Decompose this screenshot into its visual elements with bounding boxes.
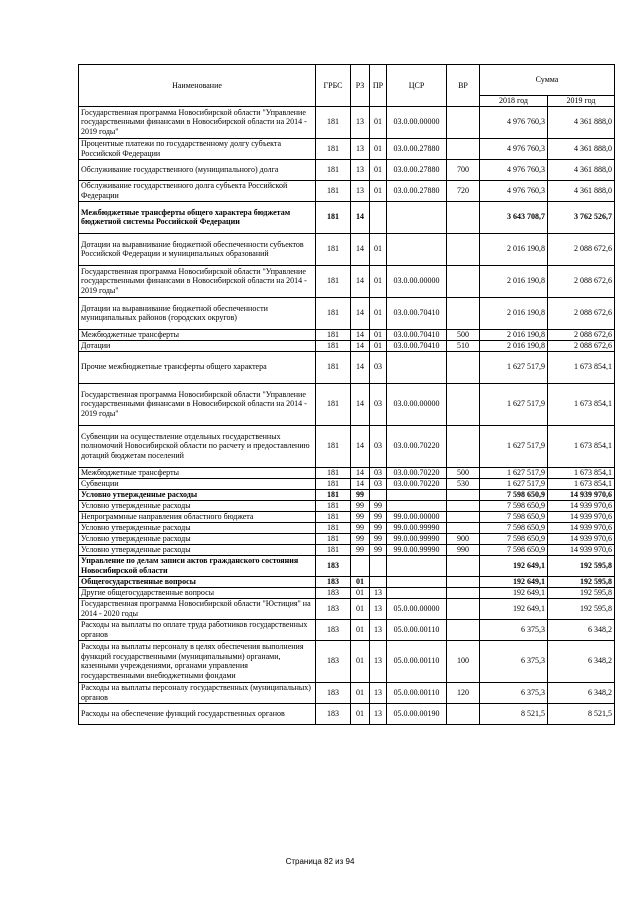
- cell-vr: [447, 619, 480, 640]
- cell-pr: 01: [370, 159, 387, 180]
- cell-csr: 03.0.00.27880: [387, 180, 447, 201]
- cell-name: Обслуживание государственного долга субъекта Российской Федерации: [79, 180, 316, 201]
- cell-sum-2018: 1 627 517,9: [480, 478, 548, 489]
- cell-sum-2018: 7 598 650,9: [480, 544, 548, 555]
- cell-vr: [447, 265, 480, 297]
- cell-sum-2019: 1 673 854,1: [548, 351, 615, 383]
- cell-sum-2019: 2 088 672,6: [548, 329, 615, 340]
- cell-sum-2019: 192 595,8: [548, 587, 615, 598]
- cell-name: Субвенции: [79, 478, 316, 489]
- cell-rz: 99: [351, 489, 370, 500]
- cell-csr: 99.0.00.99990: [387, 533, 447, 544]
- cell-grbs: 183: [316, 598, 351, 619]
- cell-sum-2019: 1 673 854,1: [548, 425, 615, 467]
- cell-pr: 99: [370, 500, 387, 511]
- table-row: [79, 329, 615, 340]
- cell-grbs: 181: [316, 340, 351, 351]
- table-row: [79, 598, 615, 619]
- cell-grbs: 181: [316, 533, 351, 544]
- cell-sum-2018: 4 976 760,3: [480, 180, 548, 201]
- cell-sum-2019: 14 939 970,6: [548, 489, 615, 500]
- table-row: [79, 682, 615, 703]
- cell-vr: [447, 489, 480, 500]
- table-row: [79, 106, 615, 138]
- table-row: [79, 180, 615, 201]
- cell-sum-2018: 192 649,1: [480, 587, 548, 598]
- cell-name: Дотации на выравнивание бюджетной обеспеченности субъектов Российской Федерации и муниципальных образований: [79, 233, 316, 265]
- cell-rz: 14: [351, 467, 370, 478]
- cell-pr: [370, 576, 387, 587]
- cell-rz: [351, 555, 370, 576]
- cell-pr: 99: [370, 533, 387, 544]
- cell-pr: 01: [370, 265, 387, 297]
- cell-name: Государственная программа Новосибирской области "Юстиция" на 2014 - 2020 годы: [79, 598, 316, 619]
- cell-sum-2019: 4 361 888,0: [548, 180, 615, 201]
- header-rz: РЗ: [351, 65, 370, 107]
- cell-sum-2018: 192 649,1: [480, 598, 548, 619]
- cell-sum-2019: 14 939 970,6: [548, 500, 615, 511]
- cell-grbs: 183: [316, 682, 351, 703]
- cell-rz: 14: [351, 425, 370, 467]
- table-row: [79, 640, 615, 682]
- cell-grbs: 181: [316, 467, 351, 478]
- page-footer: Страница 82 из 94: [285, 857, 355, 866]
- table-row: [79, 703, 615, 724]
- table-row: [79, 587, 615, 598]
- cell-vr: [447, 511, 480, 522]
- cell-csr: [387, 576, 447, 587]
- header-name: Наименование: [79, 65, 316, 107]
- cell-grbs: 181: [316, 511, 351, 522]
- cell-pr: 01: [370, 233, 387, 265]
- cell-csr: 99.0.00.00000: [387, 511, 447, 522]
- cell-vr: 700: [447, 159, 480, 180]
- header-pr: ПР: [370, 65, 387, 107]
- cell-grbs: 181: [316, 233, 351, 265]
- cell-sum-2018: 2 016 190,8: [480, 340, 548, 351]
- cell-name: Условно утвержденные расходы: [79, 500, 316, 511]
- cell-rz: 01: [351, 619, 370, 640]
- cell-pr: [370, 555, 387, 576]
- cell-sum-2019: 1 673 854,1: [548, 478, 615, 489]
- cell-vr: 530: [447, 478, 480, 489]
- cell-vr: 990: [447, 544, 480, 555]
- cell-sum-2019: 4 361 888,0: [548, 159, 615, 180]
- cell-rz: 14: [351, 297, 370, 329]
- cell-rz: 01: [351, 576, 370, 587]
- cell-rz: 13: [351, 159, 370, 180]
- cell-pr: 03: [370, 467, 387, 478]
- cell-vr: [447, 500, 480, 511]
- cell-sum-2018: 2 016 190,8: [480, 297, 548, 329]
- cell-vr: [447, 297, 480, 329]
- header-year-2018: 2018 год: [480, 96, 548, 107]
- header-grbs: ГРБС: [316, 65, 351, 107]
- cell-grbs: 181: [316, 522, 351, 533]
- cell-pr: 01: [370, 297, 387, 329]
- cell-sum-2018: 1 627 517,9: [480, 425, 548, 467]
- cell-vr: [447, 106, 480, 138]
- cell-grbs: 183: [316, 640, 351, 682]
- cell-name: Общегосударственные вопросы: [79, 576, 316, 587]
- cell-rz: 01: [351, 703, 370, 724]
- cell-csr: 03.0.00.00000: [387, 383, 447, 425]
- table-row: [79, 555, 615, 576]
- cell-csr: 05.0.00.00110: [387, 619, 447, 640]
- cell-name: Межбюджетные трансферты: [79, 329, 316, 340]
- cell-pr: 01: [370, 106, 387, 138]
- cell-grbs: 181: [316, 500, 351, 511]
- cell-csr: 03.0.00.00000: [387, 106, 447, 138]
- cell-vr: [447, 383, 480, 425]
- table-row: [79, 619, 615, 640]
- cell-rz: 14: [351, 233, 370, 265]
- cell-sum-2018: 6 375,3: [480, 682, 548, 703]
- budget-table: [78, 64, 615, 725]
- cell-rz: 01: [351, 640, 370, 682]
- cell-sum-2018: 4 976 760,3: [480, 106, 548, 138]
- cell-csr: 05.0.00.00110: [387, 682, 447, 703]
- cell-sum-2019: 1 673 854,1: [548, 383, 615, 425]
- cell-pr: 99: [370, 522, 387, 533]
- header-csr: ЦСР: [387, 65, 447, 107]
- cell-csr: 05.0.00.00190: [387, 703, 447, 724]
- cell-vr: [447, 555, 480, 576]
- cell-name: Межбюджетные трансферты: [79, 467, 316, 478]
- cell-sum-2019: 14 939 970,6: [548, 544, 615, 555]
- cell-rz: 99: [351, 522, 370, 533]
- cell-name: Обслуживание государственного (муниципального) долга: [79, 159, 316, 180]
- cell-sum-2018: 3 643 708,7: [480, 201, 548, 233]
- cell-vr: [447, 576, 480, 587]
- cell-vr: [447, 425, 480, 467]
- cell-grbs: 181: [316, 383, 351, 425]
- cell-csr: [387, 587, 447, 598]
- cell-grbs: 181: [316, 351, 351, 383]
- cell-vr: [447, 522, 480, 533]
- cell-csr: [387, 500, 447, 511]
- cell-rz: 14: [351, 329, 370, 340]
- cell-rz: 13: [351, 138, 370, 159]
- cell-csr: 05.0.00.00110: [387, 640, 447, 682]
- cell-grbs: 181: [316, 489, 351, 500]
- cell-csr: 03.0.00.27880: [387, 159, 447, 180]
- cell-vr: 510: [447, 340, 480, 351]
- cell-grbs: 181: [316, 265, 351, 297]
- cell-name: Процентные платежи по государственному долгу субъекта Российской Федерации: [79, 138, 316, 159]
- cell-name: Условно утвержденные расходы: [79, 544, 316, 555]
- cell-sum-2019: 6 348,2: [548, 619, 615, 640]
- cell-sum-2018: 7 598 650,9: [480, 511, 548, 522]
- table-row: [79, 500, 615, 511]
- table-row: [79, 544, 615, 555]
- table-row: [79, 340, 615, 351]
- cell-csr: [387, 555, 447, 576]
- cell-csr: 03.0.00.70220: [387, 478, 447, 489]
- cell-vr: 500: [447, 467, 480, 478]
- table-row: [79, 489, 615, 500]
- cell-vr: 100: [447, 640, 480, 682]
- cell-pr: 03: [370, 425, 387, 467]
- cell-name: Управление по делам записи актов гражданского состояния Новосибирской области: [79, 555, 316, 576]
- cell-name: Дотации на выравнивание бюджетной обеспеченности муниципальных районов (городских округов): [79, 297, 316, 329]
- cell-rz: 01: [351, 598, 370, 619]
- cell-rz: 13: [351, 106, 370, 138]
- cell-grbs: 183: [316, 587, 351, 598]
- cell-name: Государственная программа Новосибирской области "Управление государственными финансами в Новосибирской области на 2014 - 2019 годы": [79, 265, 316, 297]
- table-row: [79, 533, 615, 544]
- cell-sum-2019: 14 939 970,6: [548, 511, 615, 522]
- cell-pr: [370, 489, 387, 500]
- cell-vr: [447, 587, 480, 598]
- cell-rz: 99: [351, 500, 370, 511]
- cell-pr: [370, 201, 387, 233]
- cell-grbs: 181: [316, 106, 351, 138]
- cell-name: Межбюджетные трансферты общего характера бюджетам бюджетной системы Российской Федерации: [79, 201, 316, 233]
- table-row: [79, 265, 615, 297]
- cell-grbs: 181: [316, 201, 351, 233]
- cell-rz: 13: [351, 180, 370, 201]
- cell-rz: 14: [351, 351, 370, 383]
- cell-rz: 14: [351, 340, 370, 351]
- cell-csr: 99.0.00.99990: [387, 544, 447, 555]
- cell-name: Условно утвержденные расходы: [79, 489, 316, 500]
- cell-sum-2018: 7 598 650,9: [480, 533, 548, 544]
- cell-sum-2018: 2 016 190,8: [480, 233, 548, 265]
- cell-sum-2018: 1 627 517,9: [480, 351, 548, 383]
- cell-name: Дотации: [79, 340, 316, 351]
- cell-grbs: 181: [316, 138, 351, 159]
- cell-csr: 03.0.00.27880: [387, 138, 447, 159]
- cell-csr: [387, 489, 447, 500]
- table-row: [79, 478, 615, 489]
- table-row: [79, 138, 615, 159]
- table-row: [79, 201, 615, 233]
- cell-sum-2019: 4 361 888,0: [548, 106, 615, 138]
- cell-pr: 01: [370, 138, 387, 159]
- cell-pr: 01: [370, 180, 387, 201]
- cell-sum-2019: 1 673 854,1: [548, 467, 615, 478]
- cell-pr: 01: [370, 329, 387, 340]
- cell-name: Прочие межбюджетные трансферты общего характера: [79, 351, 316, 383]
- cell-sum-2018: 7 598 650,9: [480, 522, 548, 533]
- cell-sum-2019: 6 348,2: [548, 640, 615, 682]
- table-row: [79, 522, 615, 533]
- cell-pr: 99: [370, 511, 387, 522]
- cell-csr: 03.0.00.70410: [387, 329, 447, 340]
- cell-sum-2018: 4 976 760,3: [480, 138, 548, 159]
- cell-name: Условно утвержденные расходы: [79, 533, 316, 544]
- cell-sum-2019: 8 521,5: [548, 703, 615, 724]
- cell-rz: 14: [351, 383, 370, 425]
- cell-csr: 03.0.00.70220: [387, 467, 447, 478]
- cell-vr: 500: [447, 329, 480, 340]
- cell-rz: 99: [351, 533, 370, 544]
- cell-grbs: 183: [316, 576, 351, 587]
- cell-sum-2018: 6 375,3: [480, 640, 548, 682]
- cell-sum-2019: 4 361 888,0: [548, 138, 615, 159]
- cell-name: Государственная программа Новосибирской области "Управление государственными финансами в Новосибирской области на 2014 - 2019 годы": [79, 383, 316, 425]
- cell-sum-2018: 1 627 517,9: [480, 467, 548, 478]
- cell-name: Расходы на выплаты персоналу государственных (муниципальных) органов: [79, 682, 316, 703]
- cell-vr: 720: [447, 180, 480, 201]
- cell-rz: 14: [351, 478, 370, 489]
- cell-vr: 120: [447, 682, 480, 703]
- cell-sum-2019: 192 595,8: [548, 555, 615, 576]
- cell-rz: 01: [351, 682, 370, 703]
- cell-csr: 03.0.00.70410: [387, 297, 447, 329]
- table-row: [79, 425, 615, 467]
- cell-name: Расходы на обеспечение функций государственных органов: [79, 703, 316, 724]
- cell-name: Субвенции на осуществление отдельных государственных полномочий Новосибирской области по расчету и предоставлению дотаций бюджетам поселений: [79, 425, 316, 467]
- cell-grbs: 181: [316, 297, 351, 329]
- cell-pr: 13: [370, 640, 387, 682]
- table-row: [79, 467, 615, 478]
- cell-vr: [447, 351, 480, 383]
- table-row: [79, 511, 615, 522]
- cell-pr: 13: [370, 703, 387, 724]
- cell-grbs: 181: [316, 159, 351, 180]
- cell-vr: 900: [447, 533, 480, 544]
- cell-name: Непрограммные направления областного бюджета: [79, 511, 316, 522]
- cell-grbs: 181: [316, 329, 351, 340]
- cell-sum-2018: 192 649,1: [480, 576, 548, 587]
- cell-sum-2019: 192 595,8: [548, 598, 615, 619]
- cell-sum-2018: 192 649,1: [480, 555, 548, 576]
- cell-sum-2019: 2 088 672,6: [548, 265, 615, 297]
- cell-sum-2019: 14 939 970,6: [548, 522, 615, 533]
- cell-sum-2019: 2 088 672,6: [548, 297, 615, 329]
- cell-name: Условно утвержденные расходы: [79, 522, 316, 533]
- cell-grbs: 183: [316, 703, 351, 724]
- cell-pr: 01: [370, 340, 387, 351]
- cell-rz: 14: [351, 201, 370, 233]
- cell-csr: 99.0.00.99990: [387, 522, 447, 533]
- table-row: [79, 297, 615, 329]
- cell-sum-2018: 2 016 190,8: [480, 329, 548, 340]
- cell-rz: 99: [351, 544, 370, 555]
- cell-sum-2018: 2 016 190,8: [480, 265, 548, 297]
- cell-csr: [387, 201, 447, 233]
- table-row: [79, 351, 615, 383]
- cell-csr: [387, 233, 447, 265]
- cell-sum-2019: 14 939 970,6: [548, 533, 615, 544]
- cell-rz: 01: [351, 587, 370, 598]
- cell-sum-2018: 7 598 650,9: [480, 489, 548, 500]
- cell-sum-2019: 2 088 672,6: [548, 340, 615, 351]
- header-year-2019: 2019 год: [548, 96, 615, 107]
- cell-pr: 03: [370, 351, 387, 383]
- cell-grbs: 183: [316, 619, 351, 640]
- cell-csr: 03.0.00.00000: [387, 265, 447, 297]
- cell-sum-2019: 3 762 526,7: [548, 201, 615, 233]
- cell-grbs: 181: [316, 544, 351, 555]
- cell-sum-2019: 6 348,2: [548, 682, 615, 703]
- cell-sum-2018: 6 375,3: [480, 619, 548, 640]
- cell-rz: 14: [351, 265, 370, 297]
- cell-pr: 13: [370, 682, 387, 703]
- cell-grbs: 183: [316, 555, 351, 576]
- cell-pr: 13: [370, 598, 387, 619]
- cell-sum-2018: 7 598 650,9: [480, 500, 548, 511]
- cell-grbs: 181: [316, 180, 351, 201]
- cell-name: Расходы на выплаты по оплате труда работников государственных органов: [79, 619, 316, 640]
- cell-sum-2018: 4 976 760,3: [480, 159, 548, 180]
- cell-pr: 03: [370, 478, 387, 489]
- table-row: [79, 383, 615, 425]
- cell-vr: [447, 598, 480, 619]
- cell-grbs: 181: [316, 425, 351, 467]
- cell-csr: 05.0.00.00000: [387, 598, 447, 619]
- header-vr: ВР: [447, 65, 480, 107]
- cell-vr: [447, 138, 480, 159]
- cell-name: Другие общегосударственные вопросы: [79, 587, 316, 598]
- table-row: [79, 576, 615, 587]
- cell-csr: 03.0.00.70410: [387, 340, 447, 351]
- cell-sum-2019: 2 088 672,6: [548, 233, 615, 265]
- cell-sum-2018: 8 521,5: [480, 703, 548, 724]
- cell-vr: [447, 201, 480, 233]
- table-row: [79, 233, 615, 265]
- cell-csr: 03.0.00.70220: [387, 425, 447, 467]
- table-header-row: [79, 65, 615, 96]
- cell-csr: [387, 351, 447, 383]
- cell-vr: [447, 703, 480, 724]
- cell-rz: 99: [351, 511, 370, 522]
- cell-sum-2018: 1 627 517,9: [480, 383, 548, 425]
- cell-sum-2019: 192 595,8: [548, 576, 615, 587]
- header-sum: Сумма: [480, 65, 615, 96]
- cell-pr: 03: [370, 383, 387, 425]
- cell-name: Расходы на выплаты персоналу в целях обеспечения выполнения функций государственными (муниципальными) органами, казенными учреждениями, органами управления государственными внебюджетными фондами: [79, 640, 316, 682]
- cell-grbs: 181: [316, 478, 351, 489]
- cell-pr: 13: [370, 587, 387, 598]
- cell-vr: [447, 233, 480, 265]
- cell-pr: 13: [370, 619, 387, 640]
- cell-name: Государственная программа Новосибирской области "Управление государственными финансами в Новосибирской области на 2014 - 2019 годы": [79, 106, 316, 138]
- table-row: [79, 159, 615, 180]
- cell-pr: 99: [370, 544, 387, 555]
